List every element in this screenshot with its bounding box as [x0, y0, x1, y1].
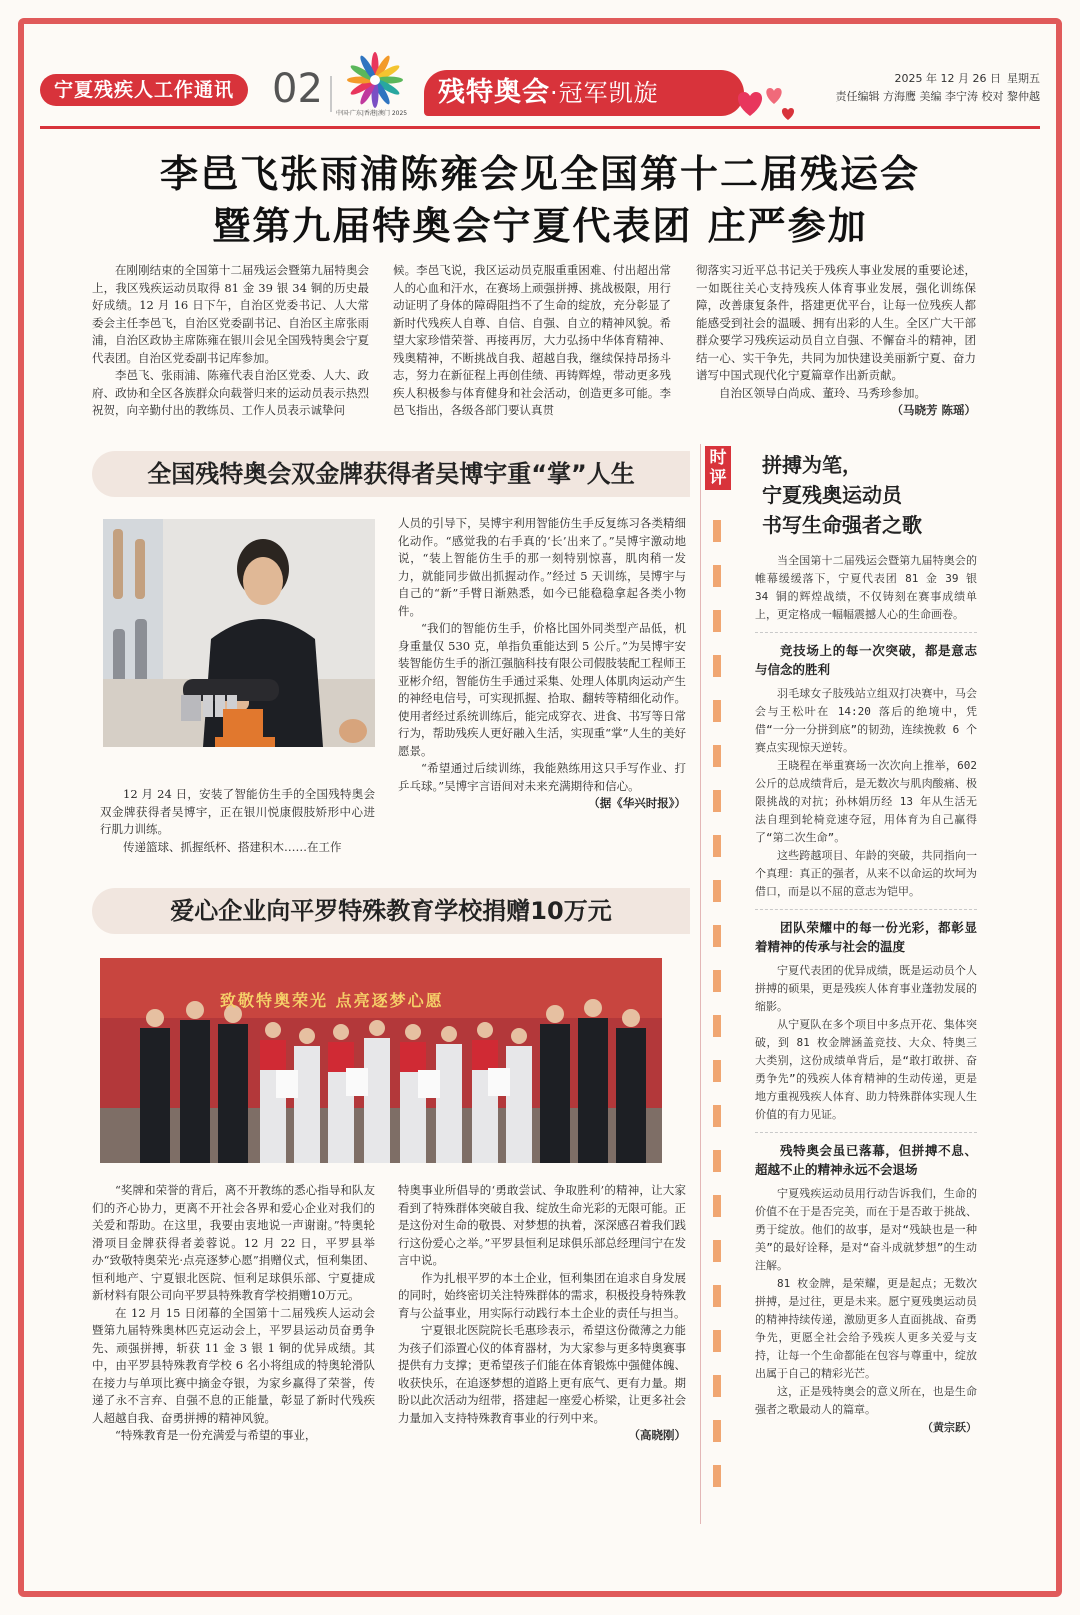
main-headline: [60, 148, 1020, 252]
paragraph: 这些跨越项目、年龄的突破，共同指向一个真理：真正的强者，从来不以命运的坎坷为借口，而是以不屈的意志为铠甲。: [755, 849, 977, 898]
article2-col2: [398, 515, 686, 813]
paragraph: “特殊教育是一份充满爱与希望的事业，: [115, 1428, 317, 1442]
decor-dash: [713, 1060, 721, 1082]
decor-dash: [713, 925, 721, 947]
issue-date: 2025 年 12 月 26 日: [894, 72, 1001, 85]
decor-dash: [713, 1420, 721, 1442]
logo-caption: 中国·广东|香港|澳门 2025: [336, 110, 408, 117]
paragraph: 宁夏残疾运动员用行动告诉我们，生命的价值不在于是否完美，而在于是否敢于挑战、勇于绽放。他们的故事，是对“残缺也是一种美”的最好诠释，是对“奋斗成就梦想”的生动注解。: [755, 1187, 977, 1272]
main-article-col2: [393, 262, 671, 420]
main-headline-line2: 暨第九届特奥会宁夏代表团 庄严参加: [212, 204, 868, 248]
section-banner: [424, 70, 744, 116]
header-rule: [40, 126, 1040, 129]
decor-dash: [713, 1150, 721, 1172]
decor-dash: [713, 700, 721, 722]
main-article-col3: [696, 262, 976, 420]
section-subtitle: ·冠军凯旋: [550, 79, 659, 107]
article3-title: 爱心企业向平罗特殊教育学校捐赠10万元: [170, 897, 612, 925]
paragraph: 宁夏代表团的优异成绩，既是运动员个人拼搏的硕果，更是残疾人体育事业蓬勃发展的缩影。: [755, 964, 977, 1013]
paragraph: 在 12 月 15 日闭幕的全国第十二届残疾人运动会暨第九届特殊奥林匹克运动会上，平罗县运动员奋勇争先、顽强拼搏，斩获 11 金 3 银 1 铜的优异成绩。其中，由平罗县特殊教育学校 6 名小将组成的特奥轮滑队在接力与单项比赛中摘金夺银，为家乡赢得了荣誉，传递了永不言弃、自强不息的正能量，彰显了新时代残疾人超越自我、奋勇拼搏的精神风貌。: [92, 1305, 375, 1425]
decor-dash: [713, 880, 721, 902]
article3-col2: [398, 1182, 686, 1445]
decor-dash: [713, 1465, 721, 1487]
prosthetic-hand-photo: [103, 519, 375, 747]
paragraph: “我们的智能仿生手，价格比国外同类型产品低，机身重量仅 530 克，单指负重能达到 5 公斤。”为吴博宇安装智能仿生手的浙江强脑科技有限公司假肢装配工程师王亚彬介绍，智能仿生手通过采集、处理人体肌肉运动产生的神经电信号，可实现抓握、拾取、翻转等精细化动作。使用者经过系统训练后，能完成穿衣、进食、书写等日常行为，帮助残疾人更好融入生活，实现重“掌”人生的美好愿景。: [398, 621, 686, 758]
decor-dash: [713, 1240, 721, 1262]
decor-dash: [713, 970, 721, 992]
decor-dash: [713, 1375, 721, 1397]
decor-dash: [713, 610, 721, 632]
page-header: [40, 66, 1040, 126]
paragraph: 候。李邑飞说，我区运动员克服重重困难、付出超出常人的心血和汗水，在赛场上顽强拼搏、挑战极限，用行动证明了身体的障碍阻挡不了生命的绽放，充分彰显了新时代残疾人自尊、自信、自强、自立的精神风貌。希望大家珍惜荣誉、再接再厉，大力弘扬中华体育精神、残奥精神，不断挑战自我、超越自我，继续保持昂扬斗志，努力在新征程上再创佳绩、再铸辉煌，带动更多残疾人积极参与体育健身和社会活动，创造更多可能。李邑飞指出，各级各部门要认真贯: [393, 263, 671, 417]
decor-dash: [713, 1330, 721, 1352]
main-headline-line1: 李邑飞张雨浦陈雍会见全国第十二届残运会: [159, 152, 920, 196]
paragraph: “奖牌和荣誉的背后，离不开教练的悉心指导和队友们的齐心协力，更离不开社会各界和爱心企业对我们的关爱和帮助。在这里，我要由衷地说一声谢谢。”特奥轮滑项目金牌获得者姜蓉说。12 月 22 日，平罗县举办“致敬特奥荣光·点亮逐梦心愿”捐赠仪式，恒利集团、恒利地产、宁夏银北医院、恒利足球俱乐部、宁夏捷成新材料有限公司向平罗县特殊教育学校捐赠10万元。: [92, 1183, 375, 1302]
decor-dash: [713, 1195, 721, 1217]
games-logo-icon: [340, 42, 410, 118]
paragraph: 王晓程在举重赛场一次次向上推举，602 公斤的总成绩背后，是无数次与肌肉酸痛、极限挑战的对抗；孙林娟历经 13 年从生活无法自理到轮椅竞速夺冠，用体育为自己赢得了“第二次生命”。: [755, 759, 977, 844]
page-number: 02: [272, 66, 323, 112]
paragraph: 当全国第十二届残运会暨第九届特奥会的帷幕缓缓落下，宁夏代表团 81 金 39 银 34 铜的辉煌战绩，不仅铸刻在赛事成绩单上，更定格成一幅幅震撼人心的生命画卷。: [755, 554, 977, 621]
byline: （马晓芳 陈瑶）: [891, 403, 976, 417]
article3-banner: [92, 888, 690, 934]
article2-caption: [100, 786, 375, 856]
photo-banner-text: 致敬特奥荣光 点亮逐梦心愿: [220, 991, 444, 1010]
paragraph: 李邑飞、张雨浦、陈雍代表自治区党委、人大、政府、政协和全区各族群众向载誉归来的运动员表示热烈祝贺，向辛勤付出的教练员、工作人员表示诚挚问: [92, 368, 369, 417]
paragraph: 在刚刚结束的全国第十二届残运会暨第九届特奥会上，我区残疾运动员取得 81 金 39 银 34 铜的历史最好成绩。12 月 16 日下午，自治区党委书记、人大常委会主任李邑飞，自治区党委副书记、自治区主席张雨浦，自治区政协主席陈雍在银川会见全国残特奥会宁夏代表团。自治区党委副书记库参加。: [92, 263, 369, 365]
paragraph: 彻落实习近平总书记关于残疾人事业发展的重要论述，一如既往关心支持残疾人体育事业发展，强化训练保障，改善康复条件，搭建更优平台，让每一位残疾人都能感受到社会的温暖、拥有出彩的人生。全区广大干部群众要学习残疾运动员自立自强、不懈奋斗的精神，团结一心、实干争先，共同为加快建设美丽新宁夏、奋力谱写中国式现代化宁夏篇章作出新贡献。: [696, 263, 976, 382]
decor-dash: [713, 1285, 721, 1307]
commentary-body: [755, 552, 977, 1437]
header-separator: [330, 76, 332, 112]
paragraph: 羽毛球女子肢残站立组双打决赛中，马会会与王松叶在 14:20 落后的绝境中，凭借“一分一分拼到底”的韧劲，连续挽救 6 个赛点实现惊天逆转。: [755, 687, 977, 754]
commentary-tag: 时评: [705, 446, 731, 490]
paragraph: 人员的引导下，吴博宇利用智能仿生手反复练习各类精细化动作。“感觉我的右手真的‘长’出来了。”吴博宇激动地说，“装上智能仿生手的那一刻特别惊喜，肌肉稍一发力，就能同步做出抓握动作。”经过 5 天训练，吴博宇与自己的“新”手臂日渐熟悉，如今已能稳稳拿起各类小物件。: [398, 516, 686, 618]
commentary-title-line: 书写生命强者之歌: [762, 513, 922, 537]
brand-tag: 宁夏残疾人工作通讯: [40, 74, 248, 106]
paragraph: 作为扎根平罗的本土企业，恒利集团在追求自身发展的同时，始终密切关注特殊群体的需求，积极投身特殊教育与公益事业，用实际行动践行本土企业的责任与担当。: [398, 1270, 686, 1320]
commentary-title: [762, 450, 982, 540]
paragraph: 传递篮球、抓握纸杯、搭建积木……在工作: [123, 839, 342, 854]
byline: （据《华兴时报》）: [588, 796, 686, 810]
paragraph: 自治区领导白尚成、董玲、马秀珍参加。: [719, 385, 926, 400]
paragraph: 这，正是残特奥会的意义所在，也是生命强者之歌最动人的篇章。: [755, 1385, 977, 1416]
decor-dash: [713, 745, 721, 767]
commentary-subheading: 残特奥会虽已落幕，但拼搏不息、超越不止的精神永远不会退场: [755, 1132, 977, 1179]
article2-banner: [92, 451, 690, 497]
issue-weekday: 星期五: [1007, 72, 1040, 85]
editor-credits: 责任编辑 方海鹰 美编 李宁涛 校对 黎仲越: [835, 90, 1040, 103]
column-divider: [700, 444, 701, 1524]
article2-title: 全国残特奥会双金牌获得者吴博宇重“掌”人生: [147, 460, 635, 488]
hearts-icon: [730, 82, 800, 122]
decor-dash: [713, 835, 721, 857]
decor-dash: [713, 790, 721, 812]
paragraph: “希望通过后续训练，我能熟练用这只手写作业、打乒乓球。”吴博宇言语间对未来充满期待和信心。: [398, 761, 686, 793]
commentary-title-line: 拼搏为笔，: [762, 453, 862, 477]
byline: （高晓刚）: [628, 1428, 686, 1442]
main-article-col1: [92, 262, 369, 420]
decor-dash: [713, 565, 721, 587]
commentary-subheading: 竞技场上的每一次突破，都是意志与信念的胜利: [755, 632, 977, 679]
byline: （黄宗跃）: [922, 1421, 977, 1434]
photo-caption: 12 月 24 日，安装了智能仿生手的全国残特奥会双金牌获得者吴博宇，正在银川悦康假肢矫形中心进行肌力训练。: [100, 787, 375, 836]
section-title: 残特奥会: [438, 77, 550, 108]
paragraph: 从宁夏队在多个项目中多点开花、集体突破，到 81 枚金牌涵盖竞技、大众、特奥三大类别，这份成绩单背后，是“敢打敢拼、奋勇争先”的残疾人体育精神的生动传递，更是地方重视残疾人体育、助力特殊群体实现人生价值的有力见证。: [755, 1018, 977, 1121]
paragraph: 81 枚金牌，是荣耀，更是起点；无数次拼搏，是过往，更是未来。愿宁夏残奥运动员的精神持续传递，激励更多人直面挑战、奋勇争先，更愿全社会给予残疾人更多关爱与支持，让每一个生命都能在包容与尊重中，绽放出属于自己的精彩光芒。: [755, 1277, 977, 1380]
decor-dash: [713, 1105, 721, 1127]
article3-col1: [92, 1182, 375, 1445]
paragraph: 特奥事业所倡导的‘勇敢尝试、争取胜利’的精神，让大家看到了特殊群体突破自我、绽放生命光彩的无限可能。正是这份对生命的敬畏、对梦想的执着，深深感召着我们践行这份爱心之举。”平罗县恒利足球俱乐部总经理闫宁在发言中说。: [398, 1183, 686, 1267]
decor-dash: [713, 520, 721, 542]
donation-ceremony-photo: [100, 958, 662, 1163]
paragraph: 宁夏银北医院院长毛惠珍表示，希望这份微薄之力能为孩子们添置心仪的体育器材，为大家参与更多特奥赛事提供有力支撑；更希望孩子们能在体育锻炼中强健体魄、收获快乐，在追逐梦想的道路上更有底气、更有力量。期盼以此次活动为纽带，搭建起一座爱心桥梁，让更多社会力量加入支持特殊教育事业的行列中来。: [398, 1323, 686, 1425]
decor-dash: [713, 655, 721, 677]
commentary-subheading: 团队荣耀中的每一份光彩，都彰显着精神的传承与社会的温度: [755, 909, 977, 956]
header-meta: [836, 70, 1040, 106]
commentary-title-line: 宁夏残奥运动员: [762, 483, 902, 507]
decor-dash: [713, 1015, 721, 1037]
